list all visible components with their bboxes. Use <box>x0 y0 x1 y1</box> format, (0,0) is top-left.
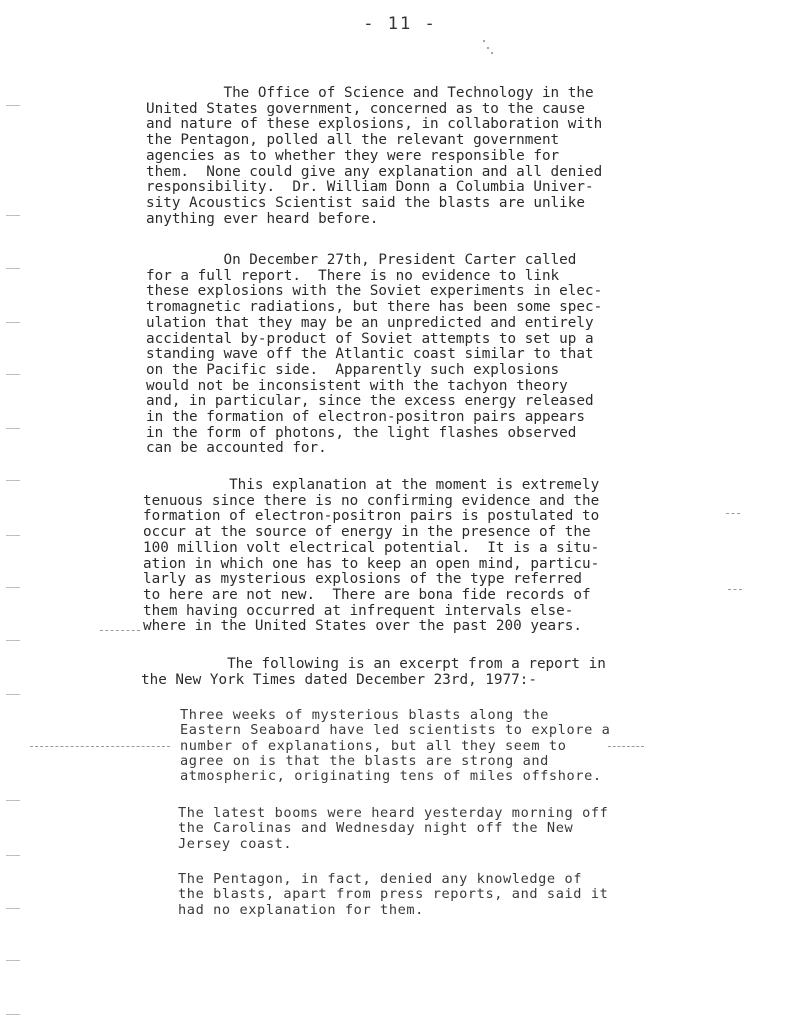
text-line: the Pentagon, polled all the relevant government <box>146 132 560 149</box>
margin-tick <box>6 374 20 375</box>
scan-speck <box>491 52 493 54</box>
text-line: the New York Times dated December 23rd, 1977:- <box>141 671 537 688</box>
text-line: 100 million volt electrical potential. It is a situ- <box>143 539 600 556</box>
margin-tick <box>6 908 20 909</box>
margin-tick <box>6 694 20 695</box>
text-line: them having occurred at infrequent intervals else- <box>143 602 574 619</box>
text-line: to here are not new. There are bona fide records of <box>143 586 591 603</box>
text-line: Jersey coast. <box>178 835 293 852</box>
text-line: the Carolinas and Wednesday night off the New <box>178 820 574 837</box>
text-line: tenuous since there is no confirming evidence and the <box>143 492 600 509</box>
text-line: in the formation of electron-positron pairs appears <box>146 409 585 426</box>
margin-tick <box>6 480 20 481</box>
text-line: ation in which one has to keep an open mind, particu- <box>143 555 600 572</box>
margin-tick <box>6 105 20 106</box>
scan-dash-line <box>608 746 644 748</box>
scan-dash-line <box>728 589 742 591</box>
margin-tick <box>6 268 20 269</box>
page-number: - 11 - <box>363 14 437 34</box>
quote-three-weeks <box>180 708 610 784</box>
margin-tick <box>6 587 20 588</box>
paragraph-excerpt-intro <box>141 657 606 688</box>
text-line: them. None could give any explanation and all denied <box>146 163 603 180</box>
text-line: larly as mysterious explosions of the type referred <box>143 571 582 588</box>
margin-tick <box>6 960 20 961</box>
margin-tick <box>6 855 20 856</box>
text-line: Eastern Seaboard have led scientists to explore a <box>180 722 611 739</box>
text-line: number of explanations, but all they seem to <box>180 737 567 754</box>
text-line: tromagnetic radiations, but there has been some spec- <box>146 299 603 316</box>
text-line: in the form of photons, the light flashes observed <box>146 424 577 441</box>
text-line: The following is an excerpt from a report in <box>141 656 606 672</box>
text-line: formation of electron-positron pairs is postulated to <box>143 508 600 525</box>
text-line: Three weeks of mysterious blasts along the <box>180 707 549 723</box>
margin-tick <box>6 428 20 429</box>
text-line: where in the United States over the past 200 years. <box>143 618 582 635</box>
quote-pentagon-denied <box>178 872 608 918</box>
text-line: agree on is that the blasts are strong and <box>180 752 549 769</box>
text-line: occur at the source of energy in the presence of the <box>143 524 591 541</box>
paragraph-office-of-science <box>146 86 602 227</box>
text-line: atmospheric, originating tens of miles offshore. <box>180 768 602 785</box>
text-line: had no explanation for them. <box>178 901 424 918</box>
text-line: on the Pacific side. Apparently such explosions <box>146 361 560 378</box>
margin-tick <box>6 215 20 216</box>
text-line: and nature of these explosions, in collaboration with <box>146 116 603 133</box>
text-line: and, in particular, since the excess energy released <box>146 393 594 410</box>
paragraph-december-27th <box>146 253 602 457</box>
quote-latest-booms <box>178 806 608 852</box>
text-line: standing wave off the Atlantic coast similar to that <box>146 346 594 363</box>
text-line: anything ever heard before. <box>146 210 379 227</box>
text-line: agencies as to whether they were responsible for <box>146 147 560 164</box>
margin-tick <box>6 640 20 641</box>
scan-speck <box>487 47 489 49</box>
text-line: the blasts, apart from press reports, and said it <box>178 886 609 903</box>
margin-tick <box>6 800 20 801</box>
text-line: United States government, concerned as to the cause <box>146 100 585 117</box>
text-line: can be accounted for. <box>146 440 327 457</box>
text-line: The Office of Science and Technology in the <box>146 85 594 101</box>
text-line: would not be inconsistent with the tachyon theory <box>146 377 568 394</box>
text-line: This explanation at the moment is extremely <box>143 477 600 493</box>
scan-dash-line <box>30 746 170 748</box>
text-line: The Pentagon, in fact, denied any knowledge of <box>178 871 583 887</box>
text-line: On December 27th, President Carter called <box>146 252 577 268</box>
text-line: accidental by-product of Soviet attempts to set up a <box>146 330 594 347</box>
margin-tick <box>6 535 20 536</box>
text-line: The latest booms were heard yesterday morning off <box>178 805 609 821</box>
margin-tick <box>6 1014 20 1015</box>
text-line: these explosions with the Soviet experiments in elec- <box>146 283 603 300</box>
text-line: ulation that they may be an unpredicted and entirely <box>146 314 594 331</box>
margin-tick <box>6 322 20 323</box>
paragraph-explanation-tenuous <box>143 478 599 635</box>
text-line: responsibility. Dr. William Donn a Columbia Univer- <box>146 179 594 196</box>
scan-dash-line <box>100 630 140 632</box>
text-line: for a full report. There is no evidence to link <box>146 267 560 284</box>
text-line: sity Acoustics Scientist said the blasts are unlike <box>146 194 585 211</box>
scan-dash-line <box>726 513 740 515</box>
scan-speck <box>483 40 485 42</box>
